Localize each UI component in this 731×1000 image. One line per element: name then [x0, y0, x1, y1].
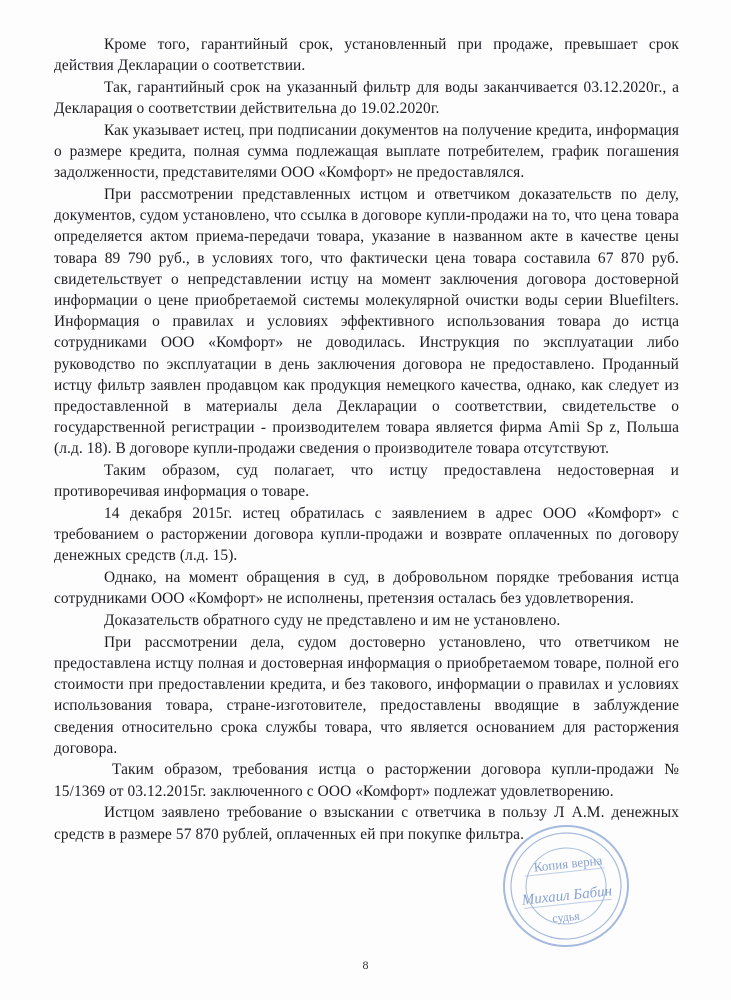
paragraph: При рассмотрении дела, судом достоверно установлено, что ответчиком не предоставлена истцу полная и достоверная информация о приобретаемом товаре, полной его стоимости при предоставлении кредита, и без такового, информации о правилах и условиях использования товара, стране-изготовителе, предоставлены вводящие в заблуждение сведения относительно срока службы товара, что является основанием для расторжения договора. [54, 633, 679, 757]
document-body [54, 34, 679, 845]
paragraph: Однако, на момент обращения в суд, в добровольном порядке требования истца сотрудниками ООО «Комфорт» не исполнены, претензия осталась без удовлетворения. [54, 569, 679, 608]
paragraph: Доказательств обратного суду не представлено и им не установлено. [104, 611, 561, 629]
paragraph: При рассмотрении представленных истцом и ответчиком доказательств по делу, документов, судом установлено, что ссылка в договоре купли-продажи на то, что цена товара определяется актом приема-передачи товара, указание в названном акте в качестве цены товара 89 790 руб., в условиях того, что фактически цена товара составила 67 870 руб. свидетельствует о непредставлении истцу на момент заключения договора достоверной информации о цене приобретаемой системы молекулярной очистки воды серии Bluefilters. Информация о правилах и условиях эффективного использования товара до истца сотрудниками ООО «Комфорт» не доводилась. Инструкция по эксплуатации либо руководство по эксплуатации в день заключения договора не предоставлено. Проданный истцу фильтр заявлен продавцом как продукция немецкого качества, однако, как следует из предоставленной в материалы дела Декларации о соответствии, свидетельстве о государственной регистрации - производителем товара является фирма Amii Sp z, Польша (л.д. 18). В договоре купли-продажи сведения о производителе товара отсутствуют. [54, 185, 679, 458]
page-number: 8 [362, 958, 369, 972]
stamp-line-name: Михаил Бабин [521, 883, 613, 909]
paragraph: Так, гарантийный срок на указанный фильтр для воды заканчивается 03.12.2020г., а Декларация о соответствии действительна до 19.02.2020г. [54, 78, 679, 118]
stamp-line-copy-true: Копия верна [532, 852, 603, 875]
paragraph: Кроме того, гарантийный срок, установленный при продаже, превышает срок действия Декларации о соответствии. [54, 36, 679, 75]
paragraph: Как указывает истец, при подписании документов на получение кредита, информация о размере кредита, полная сумма подлежащая выплате потребителем, график погашения задолженности, представителями ООО «Комфорт» не предоставлялся. [54, 121, 679, 182]
paragraph: Истцом заявлено требование о взыскании с ответчика в пользу Л А.М. денежных средств в размере 57 870 рублей, оплаченных ей при покупке фильтра. [54, 804, 679, 843]
paragraph: 14 декабря 2015г. истец обратилась с заявлением в адрес ООО «Комфорт» с требованием о расторжении договора купли-продажи и возврате оплаченных по договору денежных средств (л.д. 15). [54, 504, 679, 565]
paragraph: Таким образом, требования истца о расторжении договора купли-продажи № 15/1369 от 03.12.2015г. заключенного с ООО «Комфорт» подлежат удовлетворению. [54, 761, 679, 800]
paragraph: Таким образом, суд полагает, что истцу предоставлена недостоверная и противоречивая информация о товаре. [54, 462, 679, 501]
stamp-line-role: судья [551, 908, 581, 926]
